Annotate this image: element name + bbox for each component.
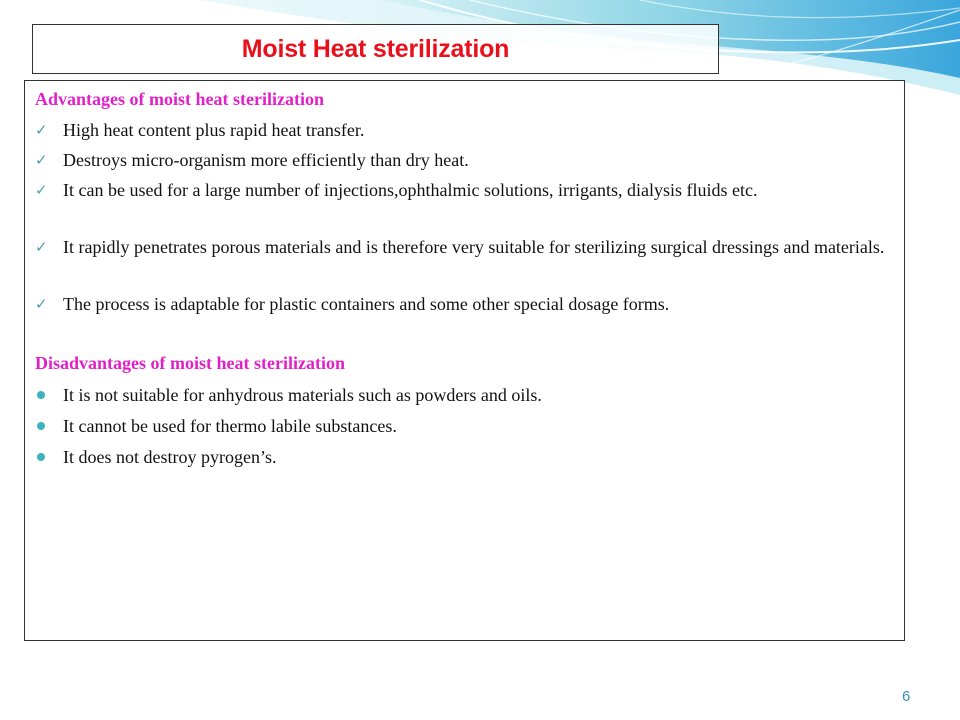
content-box bbox=[24, 80, 905, 641]
disadvantage-text: It does not destroy pyrogen’s. bbox=[63, 447, 277, 467]
check-icon: ✓ bbox=[35, 240, 48, 256]
advantage-text: It rapidly penetrates porous materials and is therefore very suitable for sterilizing surgical dressings and materials. bbox=[63, 237, 885, 257]
check-icon: ✓ bbox=[35, 153, 48, 169]
dot-icon bbox=[37, 422, 45, 430]
disadvantage-text: It is not suitable for anhydrous materials such as powders and oils. bbox=[63, 385, 542, 405]
dot-icon bbox=[37, 391, 45, 399]
check-icon: ✓ bbox=[35, 183, 48, 199]
advantage-text: High heat content plus rapid heat transfer. bbox=[63, 120, 365, 140]
check-icon: ✓ bbox=[35, 297, 48, 313]
page-number: 6 bbox=[902, 688, 911, 705]
slide-title: Moist Heat sterilization bbox=[241, 35, 510, 63]
dot-icon bbox=[37, 453, 45, 461]
advantage-text: The process is adaptable for plastic containers and some other special dosage forms. bbox=[63, 294, 670, 314]
title-box bbox=[32, 24, 719, 74]
check-icon: ✓ bbox=[35, 123, 48, 139]
disadvantage-text: It cannot be used for thermo labile substances. bbox=[63, 416, 397, 436]
advantages-heading: Advantages of moist heat sterilization bbox=[35, 89, 324, 109]
advantage-text: It can be used for a large number of injections,ophthalmic solutions, irrigants, dialysis fluids etc. bbox=[63, 180, 758, 200]
disadvantages-heading: Disadvantages of moist heat sterilization bbox=[35, 353, 345, 373]
advantage-text: Destroys micro-organism more efficiently than dry heat. bbox=[63, 150, 469, 170]
